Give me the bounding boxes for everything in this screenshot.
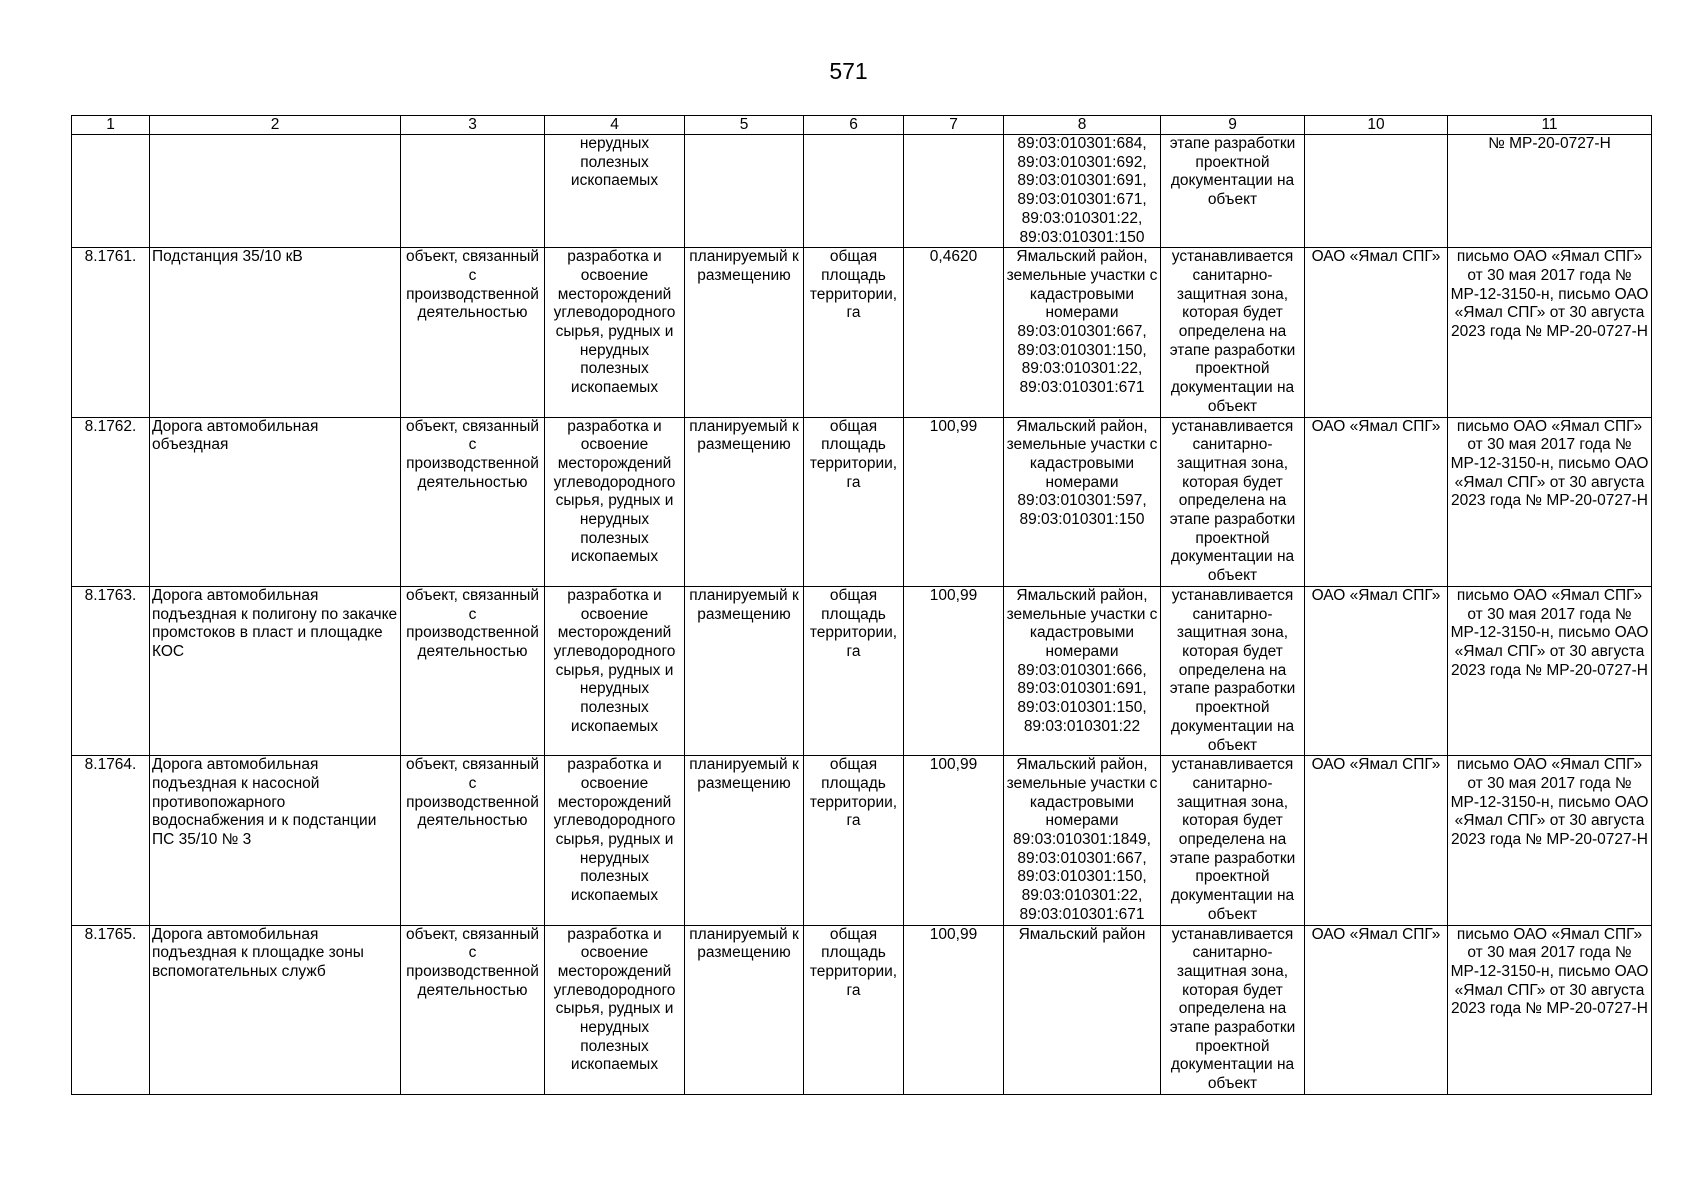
object-zone: устанавливается санитарно-защитная зона, которая будет определена на этапе разработки проектной документации на объект xyxy=(1161,925,1305,1094)
object-value: 100,99 xyxy=(904,925,1004,1094)
object-owner: ОАО «Ямал СПГ» xyxy=(1305,586,1448,755)
object-value xyxy=(904,135,1004,248)
object-status: планируемый к размещению xyxy=(685,586,804,755)
object-zone: устанавливается санитарно-защитная зона, которая будет определена на этапе разработки проектной документации на объект xyxy=(1161,756,1305,925)
object-basis: № МР-20-0727-Н xyxy=(1448,135,1652,248)
object-type: объект, связанный с производственной деятельностью xyxy=(401,756,545,925)
object-purpose: разработка и освоение месторождений углеводородного сырья, рудных и нерудных полезных ископаемых xyxy=(545,248,685,417)
table-row xyxy=(72,417,1652,586)
column-header: 2 xyxy=(150,116,401,135)
column-header: 1 xyxy=(72,116,150,135)
object-name: Дорога автомобильная подъездная к насосной противопожарного водоснабжения и к подстанции ПС 35/10 № 3 xyxy=(150,756,401,925)
object-purpose: разработка и освоение месторождений углеводородного сырья, рудных и нерудных полезных ископаемых xyxy=(545,586,685,755)
table-row xyxy=(72,248,1652,417)
object-type xyxy=(401,135,545,248)
object-parameter: общая площадь территории, га xyxy=(804,925,904,1094)
column-header: 9 xyxy=(1161,116,1305,135)
column-header: 5 xyxy=(685,116,804,135)
object-owner: ОАО «Ямал СПГ» xyxy=(1305,417,1448,586)
row-number: 8.1764. xyxy=(72,756,150,925)
object-value: 100,99 xyxy=(904,586,1004,755)
object-value: 100,99 xyxy=(904,417,1004,586)
column-header: 3 xyxy=(401,116,545,135)
row-number: 8.1762. xyxy=(72,417,150,586)
object-basis: письмо ОАО «Ямал СПГ» от 30 мая 2017 года № МР-12-3150-н, письмо ОАО «Ямал СПГ» от 30 августа 2023 года № МР-20-0727-Н xyxy=(1448,756,1652,925)
object-status: планируемый к размещению xyxy=(685,925,804,1094)
object-basis: письмо ОАО «Ямал СПГ» от 30 мая 2017 года № МР-12-3150-н, письмо ОАО «Ямал СПГ» от 30 августа 2023 года № МР-20-0727-Н xyxy=(1448,586,1652,755)
object-type: объект, связанный с производственной деятельностью xyxy=(401,586,545,755)
object-name: Дорога автомобильная подъездная к площадке зоны вспомогательных служб xyxy=(150,925,401,1094)
column-header: 10 xyxy=(1305,116,1448,135)
object-name: Дорога автомобильная подъездная к полигону по закачке промстоков в пласт и площадке КОС xyxy=(150,586,401,755)
object-status xyxy=(685,135,804,248)
object-parameter: общая площадь территории, га xyxy=(804,586,904,755)
object-name: Дорога автомобильная объездная xyxy=(150,417,401,586)
object-parameter: общая площадь территории, га xyxy=(804,248,904,417)
page-number: 571 xyxy=(829,58,868,84)
object-type: объект, связанный с производственной деятельностью xyxy=(401,248,545,417)
object-value: 100,99 xyxy=(904,756,1004,925)
object-status: планируемый к размещению xyxy=(685,417,804,586)
table-row xyxy=(72,586,1652,755)
object-parameter: общая площадь территории, га xyxy=(804,417,904,586)
object-type: объект, связанный с производственной деятельностью xyxy=(401,925,545,1094)
object-owner: ОАО «Ямал СПГ» xyxy=(1305,925,1448,1094)
row-number: 8.1763. xyxy=(72,586,150,755)
object-location: Ямальский район, земельные участки с кадастровыми номерами 89:03:010301:667, 89:03:010301:150, 89:03:010301:22, 89:03:010301:671 xyxy=(1004,248,1161,417)
column-header: 6 xyxy=(804,116,904,135)
table-row xyxy=(72,925,1652,1094)
object-purpose: разработка и освоение месторождений углеводородного сырья, рудных и нерудных полезных ископаемых xyxy=(545,417,685,586)
object-name xyxy=(150,135,401,248)
object-location: 89:03:010301:684, 89:03:010301:692, 89:03:010301:691, 89:03:010301:671, 89:03:010301:22, 89:03:010301:150 xyxy=(1004,135,1161,248)
object-zone: устанавливается санитарно-защитная зона, которая будет определена на этапе разработки проектной документации на объект xyxy=(1161,248,1305,417)
object-zone: устанавливается санитарно-защитная зона, которая будет определена на этапе разработки проектной документации на объект xyxy=(1161,417,1305,586)
object-name: Подстанция 35/10 кВ xyxy=(150,248,401,417)
object-location: Ямальский район, земельные участки с кадастровыми номерами 89:03:010301:666, 89:03:010301:691, 89:03:010301:150, 89:03:010301:22 xyxy=(1004,586,1161,755)
object-owner: ОАО «Ямал СПГ» xyxy=(1305,248,1448,417)
object-owner: ОАО «Ямал СПГ» xyxy=(1305,756,1448,925)
object-location: Ямальский район, земельные участки с кадастровыми номерами 89:03:010301:597, 89:03:010301:150 xyxy=(1004,417,1161,586)
object-location: Ямальский район, земельные участки с кадастровыми номерами 89:03:010301:1849, 89:03:010301:667, 89:03:010301:150, 89:03:010301:22, 89:03:010301:671 xyxy=(1004,756,1161,925)
object-zone: этапе разработки проектной документации на объект xyxy=(1161,135,1305,248)
column-header: 7 xyxy=(904,116,1004,135)
column-header: 4 xyxy=(545,116,685,135)
object-owner xyxy=(1305,135,1448,248)
header-row xyxy=(72,116,1652,135)
object-parameter: общая площадь территории, га xyxy=(804,756,904,925)
object-purpose: нерудных полезных ископаемых xyxy=(545,135,685,248)
table-row xyxy=(72,135,1652,248)
table-row xyxy=(72,756,1652,925)
object-status: планируемый к размещению xyxy=(685,248,804,417)
object-status: планируемый к размещению xyxy=(685,756,804,925)
object-purpose: разработка и освоение месторождений углеводородного сырья, рудных и нерудных полезных ископаемых xyxy=(545,925,685,1094)
column-header: 8 xyxy=(1004,116,1161,135)
objects-table xyxy=(71,115,1652,1095)
row-number xyxy=(72,135,150,248)
object-zone: устанавливается санитарно-защитная зона, которая будет определена на этапе разработки проектной документации на объект xyxy=(1161,586,1305,755)
object-basis: письмо ОАО «Ямал СПГ» от 30 мая 2017 года № МР-12-3150-н, письмо ОАО «Ямал СПГ» от 30 августа 2023 года № МР-20-0727-Н xyxy=(1448,417,1652,586)
object-parameter xyxy=(804,135,904,248)
object-purpose: разработка и освоение месторождений углеводородного сырья, рудных и нерудных полезных ископаемых xyxy=(545,756,685,925)
row-number: 8.1761. xyxy=(72,248,150,417)
object-value: 0,4620 xyxy=(904,248,1004,417)
object-type: объект, связанный с производственной деятельностью xyxy=(401,417,545,586)
column-header: 11 xyxy=(1448,116,1652,135)
row-number: 8.1765. xyxy=(72,925,150,1094)
object-basis: письмо ОАО «Ямал СПГ» от 30 мая 2017 года № МР-12-3150-н, письмо ОАО «Ямал СПГ» от 30 августа 2023 года № МР-20-0727-Н xyxy=(1448,925,1652,1094)
object-basis: письмо ОАО «Ямал СПГ» от 30 мая 2017 года № МР-12-3150-н, письмо ОАО «Ямал СПГ» от 30 августа 2023 года № МР-20-0727-Н xyxy=(1448,248,1652,417)
object-location: Ямальский район xyxy=(1004,925,1161,1094)
